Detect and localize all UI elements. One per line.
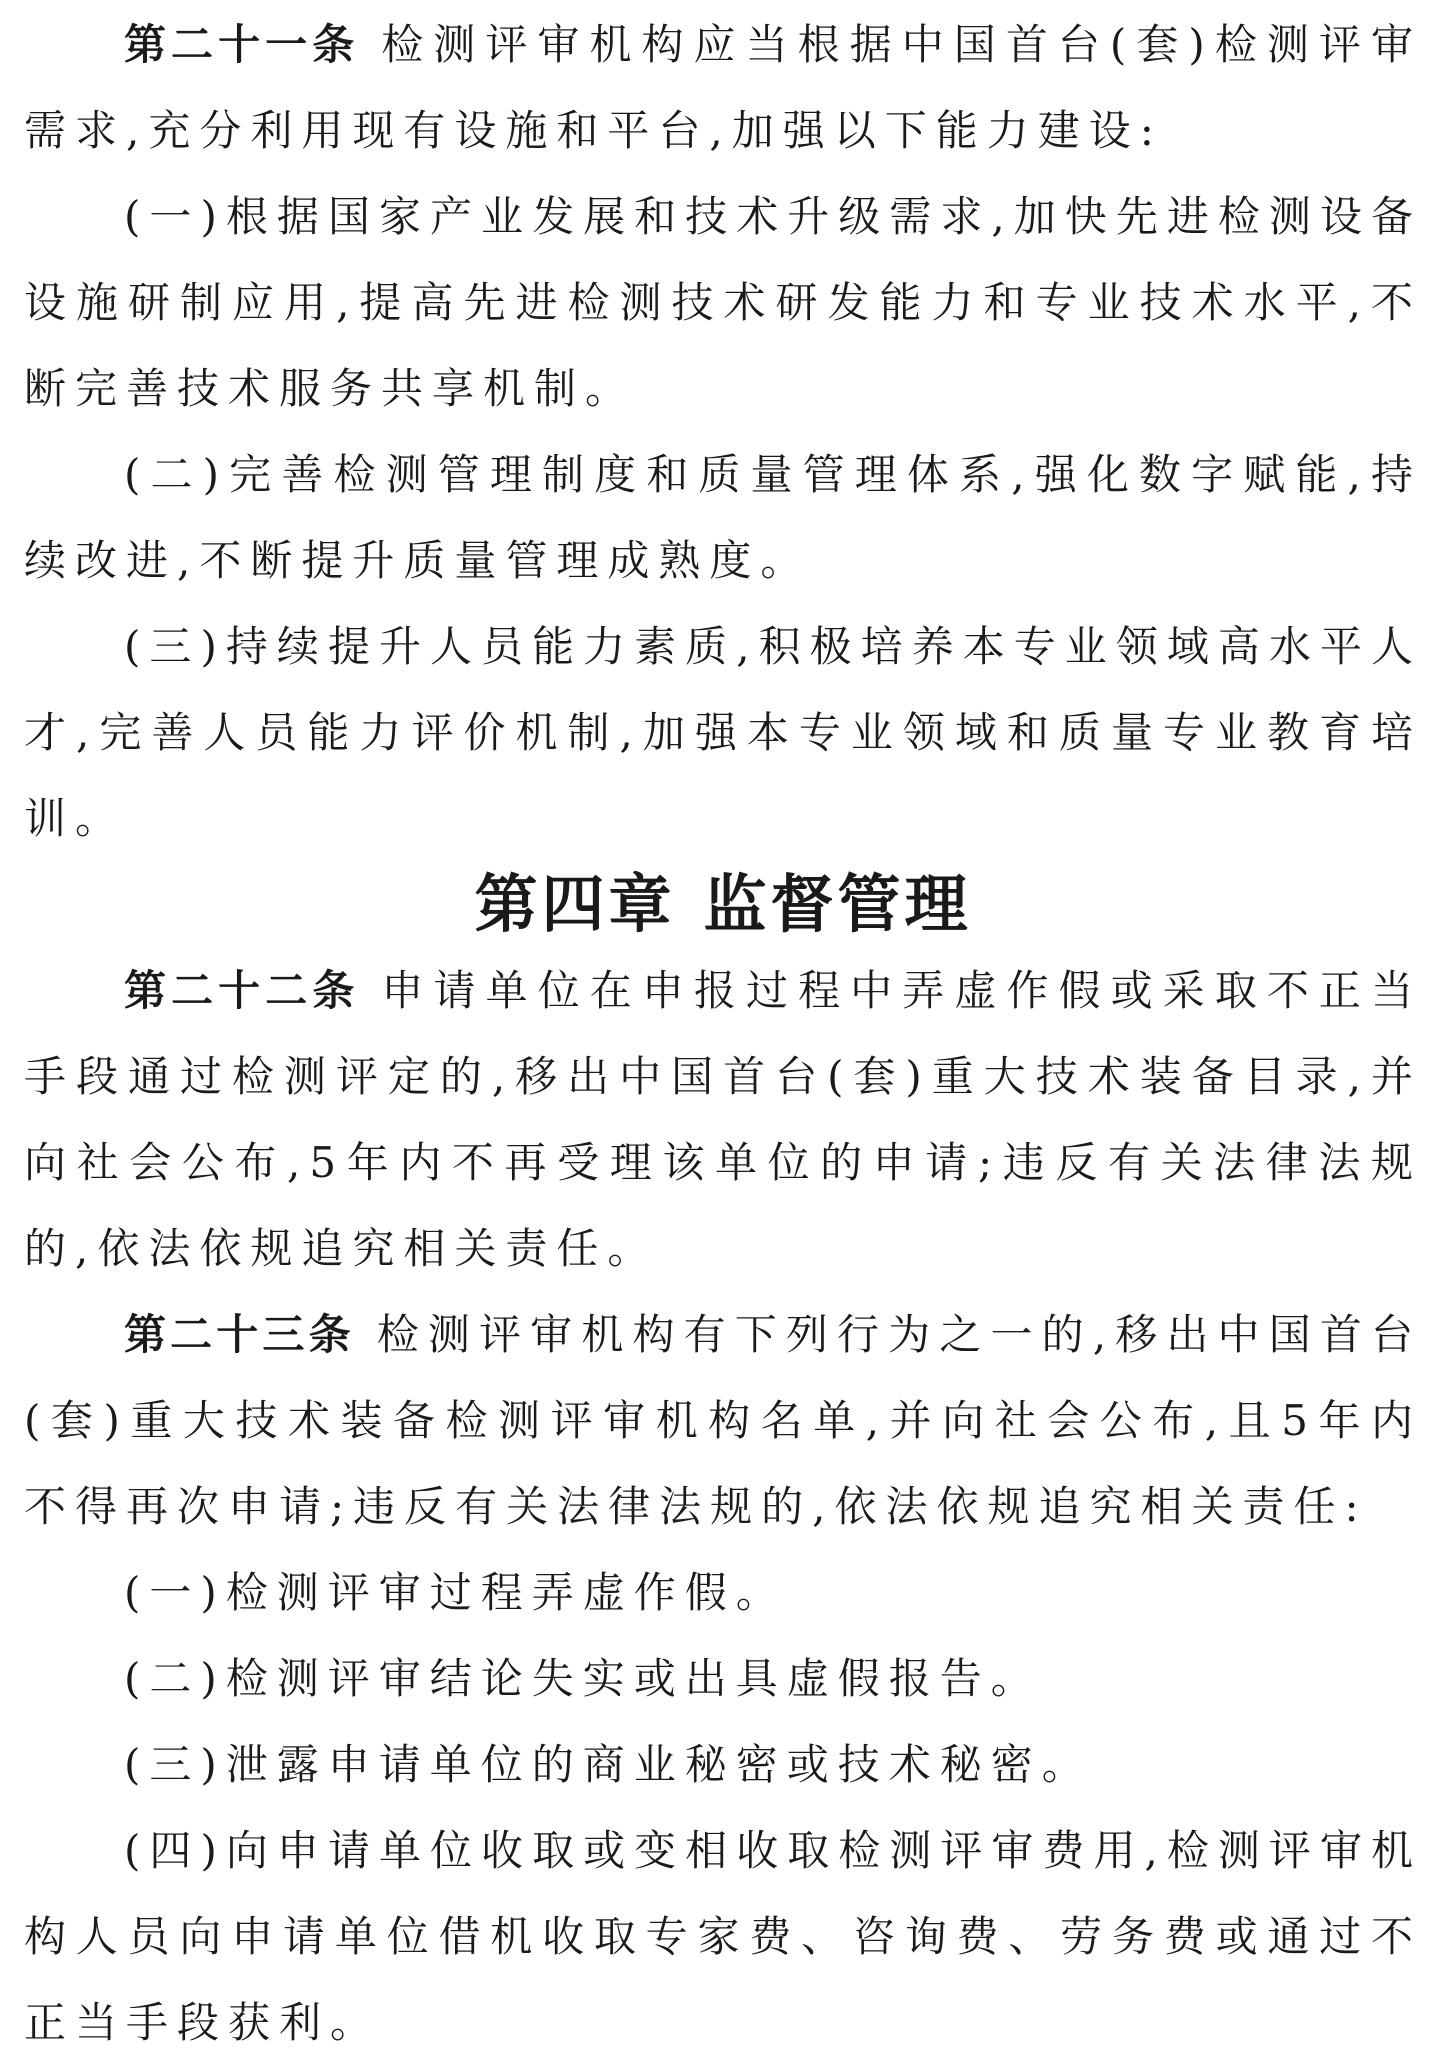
article-23-item-4: (四)向申请单位收取或变相收取检测评审费用,检测评审机构人员向申请单位借机收取专家费、咨询费、劳务费或通过不正当手段获利。: [24, 1826, 1422, 2047]
article-23-item-1: (一)检测评审过程弄虚作假。: [124, 1568, 787, 1617]
chapter-heading: [24, 862, 1422, 948]
chapter-number: 第四章: [474, 868, 676, 941]
chapter-title: 监督管理: [703, 868, 972, 941]
article-23-item-3: (三)泄露申请单位的商业秘密或技术秘密。: [124, 1740, 1093, 1789]
article-21-text: 检测评审机构应当根据中国首台(套)检测评审需求,充分利用现有设施和平台,加强以下能力建设:: [24, 20, 1422, 155]
article-21-paragraph: [24, 2, 1422, 174]
article-22-label: 第二十二条: [124, 966, 360, 1015]
article-23-paragraph: [24, 1292, 1422, 1550]
article-21-item-1: (一)根据国家产业发展和技术升级需求,加快先进检测设备设施研制应用,提高先进检测技术研发能力和专业技术水平,不断完善技术服务共享机制。: [24, 192, 1422, 413]
article-23-text: 检测评审机构有下列行为之一的,移出中国首台(套)重大技术装备检测评审机构名单,并向社会公布,且5年内不得再次申请;违反有关法律法规的,依法依规追究相关责任:: [24, 1310, 1422, 1531]
article-23-label: 第二十三条: [124, 1310, 355, 1359]
article-21-label: 第二十一条: [124, 20, 360, 69]
document-page: [0, 2, 1456, 2050]
article-22-text: 申请单位在申报过程中弄虚作假或采取不正当手段通过检测评定的,移出中国首台(套)重大技术装备目录,并向社会公布,5年内不再受理该单位的申请;违反有关法律法规的,依法依规追究相关责任。: [24, 966, 1422, 1273]
article-22-paragraph: [24, 948, 1422, 1292]
article-23-item-2: (二)检测评审结论失实或出具虚假报告。: [124, 1654, 1042, 1703]
article-21-item-3: (三)持续提升人员能力素质,积极培养本专业领域高水平人才,完善人员能力评价机制,加强本专业领域和质量专业教育培训。: [24, 622, 1422, 843]
article-21-item-2: (二)完善检测管理制度和质量管理体系,强化数字赋能,持续改进,不断提升质量管理成熟度。: [24, 450, 1422, 585]
